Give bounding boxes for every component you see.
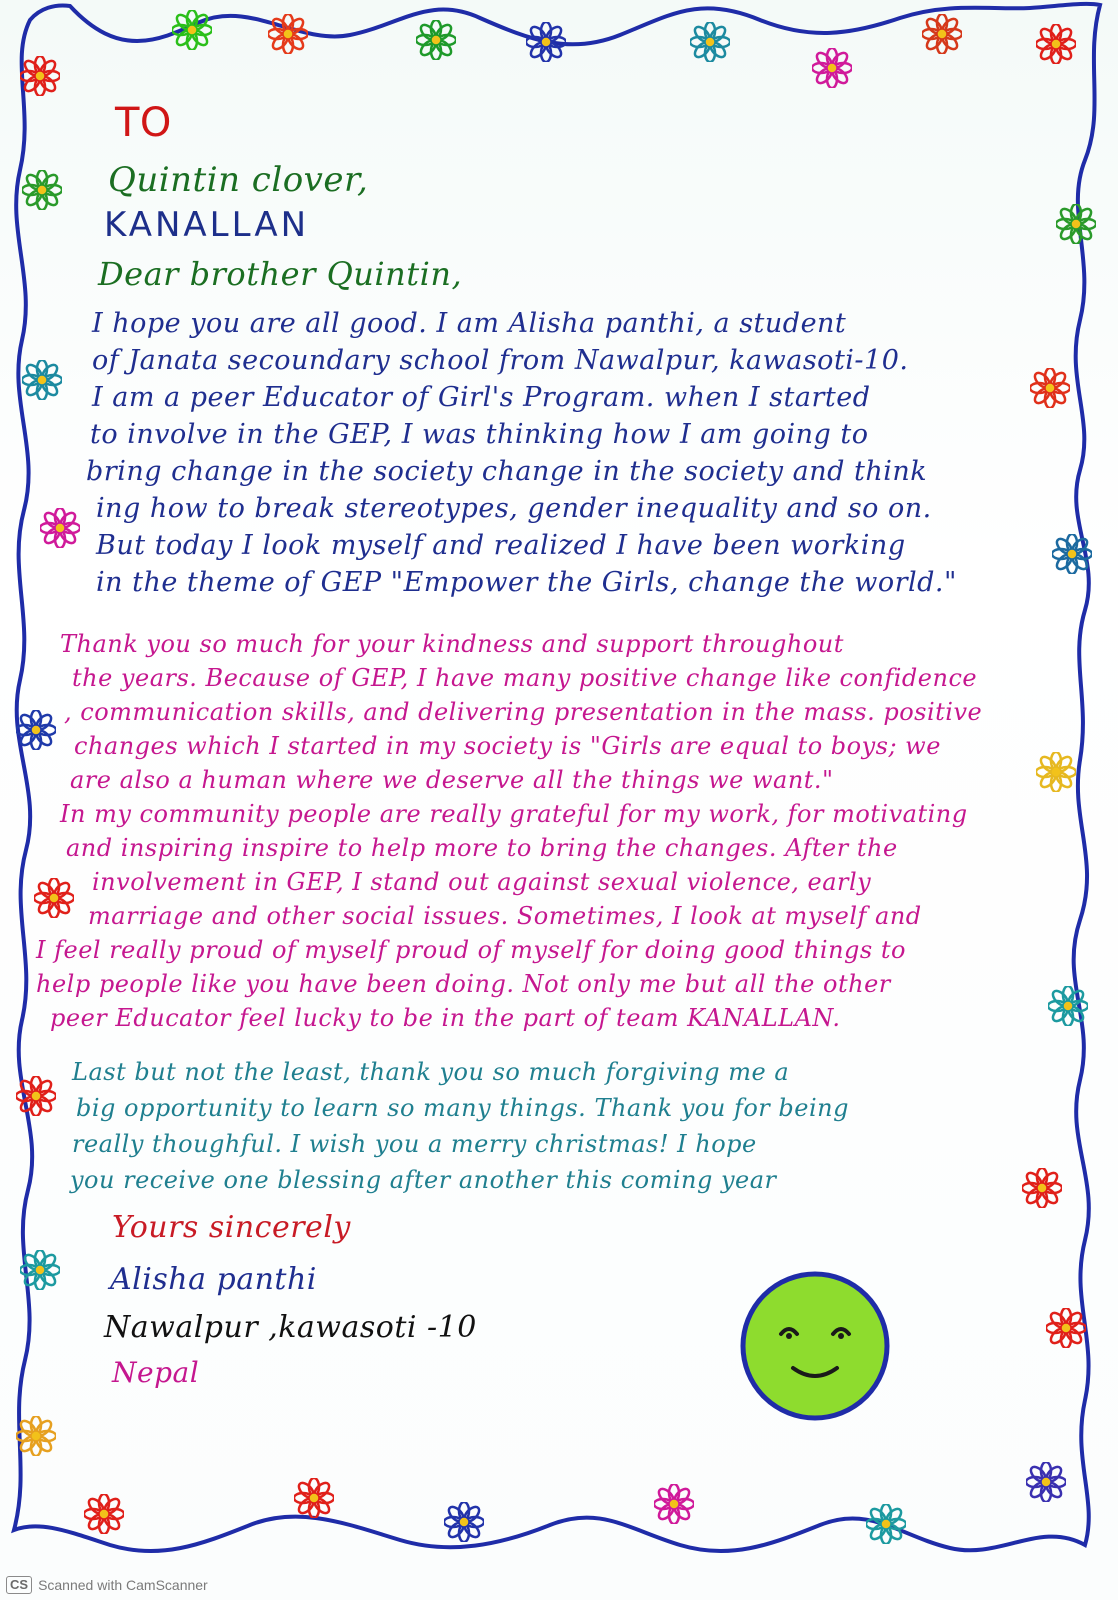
signature-country: Nepal — [112, 1356, 200, 1389]
smiley-face-icon — [737, 1268, 893, 1424]
paragraph3-line: you receive one blessing after another this coming year — [70, 1166, 777, 1194]
flower-icon — [1046, 1308, 1086, 1348]
flower-icon — [34, 878, 74, 918]
paragraph2-line: , communication skills, and delivering presentation in the mass. positive — [64, 698, 983, 726]
watermark-text: Scanned with CamScanner — [38, 1577, 208, 1593]
flower-icon — [416, 20, 456, 60]
flower-icon — [22, 170, 62, 210]
paragraph1-line: bring change in the society change in the society and think — [86, 456, 928, 487]
paragraph2-line: changes which I started in my society is "Girls are equal to boys; we — [74, 732, 941, 760]
flower-icon — [22, 360, 62, 400]
recipient-organization: KANALLAN — [104, 205, 310, 245]
flower-icon — [1026, 1462, 1066, 1502]
flower-icon — [866, 1504, 906, 1544]
flower-icon — [1052, 534, 1092, 574]
flower-icon — [812, 48, 852, 88]
flower-icon — [1048, 986, 1088, 1026]
paragraph3-line: big opportunity to learn so many things. Thank you for being — [76, 1094, 849, 1122]
paragraph2-line: In my community people are really grateful for my work, for motivating — [60, 800, 968, 828]
to-label: TO — [115, 100, 172, 146]
paragraph2-line: the years. Because of GEP, I have many positive change like confidence — [72, 664, 978, 692]
flower-icon — [16, 1416, 56, 1456]
paragraph3-line: Last but not the least, thank you so much forgiving me a — [72, 1058, 790, 1086]
paragraph2-line: Thank you so much for your kindness and support throughout — [60, 630, 844, 658]
salutation: Dear brother Quintin, — [98, 255, 463, 293]
flower-icon — [922, 14, 962, 54]
signature-address: Nawalpur ,kawasoti -10 — [104, 1310, 477, 1345]
paragraph1-line: to involve in the GEP, I was thinking how I am going to — [90, 419, 869, 450]
flower-icon — [16, 1076, 56, 1116]
paragraph1-line: in the theme of GEP "Empower the Girls, change the world." — [96, 567, 957, 598]
flower-icon — [16, 710, 56, 750]
flower-icon — [1056, 204, 1096, 244]
paragraph2-line: involvement in GEP, I stand out against sexual violence, early — [92, 868, 872, 896]
flower-icon — [268, 14, 308, 54]
signature-name: Alisha panthi — [110, 1262, 317, 1297]
closing: Yours sincerely — [112, 1210, 351, 1245]
flower-icon — [1022, 1168, 1062, 1208]
flower-icon — [1036, 752, 1076, 792]
paragraph2-line: help people like you have been doing. Not only me but all the other — [36, 970, 891, 998]
paragraph1-line: ing how to break stereotypes, gender inequality and so on. — [96, 493, 932, 524]
recipient-name: Quintin clover, — [108, 160, 369, 200]
flower-icon — [40, 508, 80, 548]
flower-icon — [690, 22, 730, 62]
paragraph2-line: peer Educator feel lucky to be in the part of team KANALLAN. — [50, 1004, 841, 1032]
paragraph3-line: really thoughful. I wish you a merry christmas! I hope — [72, 1130, 757, 1158]
flower-icon — [20, 1250, 60, 1290]
paragraph1-line: I hope you are all good. I am Alisha panthi, a student — [92, 308, 847, 339]
paragraph2-line: I feel really proud of myself proud of myself for doing good things to — [36, 936, 906, 964]
flower-icon — [1030, 368, 1070, 408]
flower-icon — [84, 1494, 124, 1534]
flower-icon — [444, 1502, 484, 1542]
flower-icon — [1036, 24, 1076, 64]
flower-icon — [172, 10, 212, 50]
paragraph1-line: I am a peer Educator of Girl's Program. when I started — [92, 382, 871, 413]
paragraph1-line: of Janata secoundary school from Nawalpur, kawasoti-10. — [92, 345, 909, 376]
scanner-watermark — [6, 1574, 208, 1596]
flower-icon — [20, 56, 60, 96]
flower-icon — [294, 1478, 334, 1518]
flower-icon — [654, 1484, 694, 1524]
camscanner-logo: CS — [6, 1576, 32, 1594]
paragraph2-line: are also a human where we deserve all the things we want." — [70, 766, 834, 794]
paragraph1-line: But today I look myself and realized I have been working — [96, 530, 906, 561]
flower-icon — [526, 22, 566, 62]
paragraph2-line: and inspiring inspire to help more to bring the changes. After the — [66, 834, 898, 862]
paragraph2-line: marriage and other social issues. Sometimes, I look at myself and — [88, 902, 922, 930]
